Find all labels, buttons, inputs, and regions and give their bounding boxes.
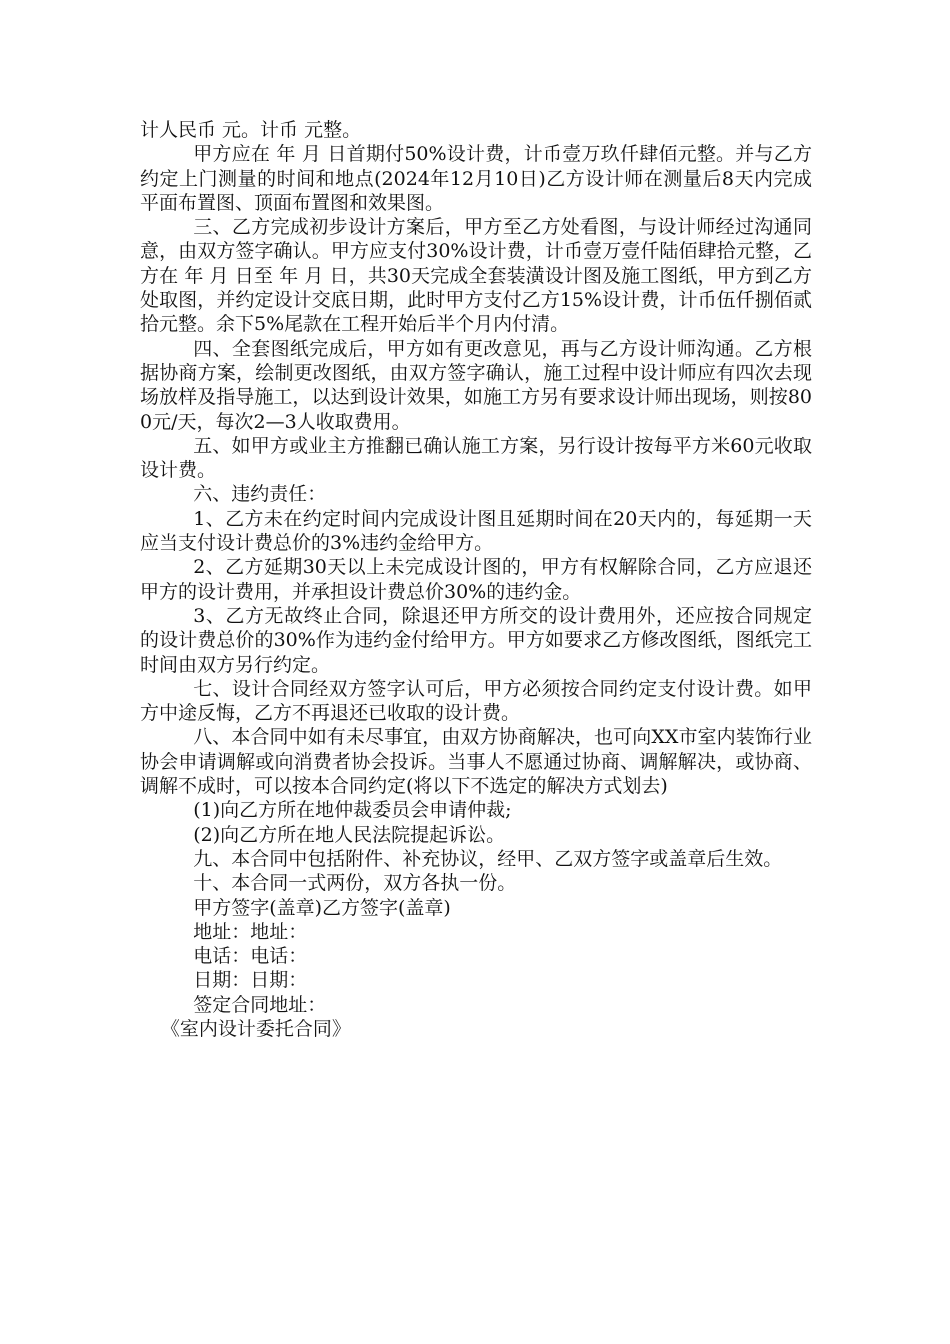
clause-4: 四、全套图纸完成后，甲方如有更改意见，再与乙方设计师沟通。乙方根据协商方案，绘制更改图纸，由双方签字确认，施工过程中设计师应有四次去现场放样及指导施工，以达到设计效果，如施工方另有要求设计师出现场，则按800元/天，每次2—3人收取费用。: [140, 337, 812, 433]
clause-6-heading: 六、违约责任：: [193, 483, 327, 506]
clause-6-item-1: 1、乙方未在约定时间内完成设计图且延期时间在20天内的，每延期一天应当支付设计费总价的3%违约金给甲方。: [140, 507, 812, 555]
clause-8: 八、本合同中如有未尽事宜，由双方协商解决，也可向XX市室内装饰行业协会申请调解或向消费者协会投诉。当事人不愿通过协商、调解解决，或协商、调解不成时，可以按本合同约定(将以下不选定的解决方式划去): [140, 726, 812, 798]
clause-6-item-2: 2、乙方延期30天以上未完成设计图的，甲方有权解除合同，乙方应退还甲方的设计费用，并承担设计费总价30%的违约金。: [140, 556, 812, 603]
signature-line: 甲方签字(盖章)乙方签字(盖章): [193, 896, 451, 919]
signing-location-line: 签定合同地址：: [193, 993, 327, 1016]
contract-body: [140, 118, 812, 1041]
phone-line: 电话：电话：: [193, 945, 308, 968]
clause-5: 五、如甲方或业主方推翻已确认施工方案，另行设计按每平方米60元收取设计费。: [140, 434, 812, 482]
paragraph-first-payment: 甲方应在 年 月 日首期付50%设计费，计币壹万玖仟肆佰元整。并与乙方约定上门测量的时间和地点(2024年12月10日)乙方设计师在测量后8天内完成平面布置图、顶面布置图和效果图。: [140, 143, 812, 214]
clause-9: 九、本合同中包括附件、补充协议，经甲、乙双方签字或盖章后生效。: [193, 847, 783, 870]
date-line: 日期：日期：: [193, 969, 308, 992]
clause-10: 十、本合同一式两份，双方各执一份。: [193, 872, 517, 895]
clause-3: 三、乙方完成初步设计方案后，甲方至乙方处看图，与设计师经过沟通同意，由双方签字确认。甲方应支付30%设计费，计币壹万壹仟陆佰肆拾元整，乙方在 年 月 日至 年 月 日，共30天完成全套装潢设计图及施工图纸，甲方到乙方处取图，并约定设计交底日期，此时甲方支付乙方15%设计费，计币伍仟捌佰贰拾元整。余下5%尾款在工程开始后半个月内付清。: [140, 216, 812, 336]
clause-8-option-1: (1)向乙方所在地仲裁委员会申请仲裁;: [193, 799, 512, 822]
clause-7: 七、设计合同经双方签字认可后，甲方必须按合同约定支付设计费。如甲方中途反悔，乙方不再退还已收取的设计费。: [140, 677, 812, 725]
clause-6-item-3: 3、乙方无故终止合同，除退还甲方所交的设计费用外，还应按合同规定的设计费总价的30%作为违约金付给甲方。甲方如要求乙方修改图纸，图纸完工时间由双方另行约定。: [140, 604, 812, 676]
paragraph-total-amount: 计人民币 元。计币 元整。: [140, 119, 362, 141]
clause-8-option-2: (2)向乙方所在地人民法院提起诉讼。: [193, 823, 506, 846]
contract-title-footer: 《室内设计委托合同》: [160, 1017, 351, 1040]
address-line: 地址：地址：: [193, 920, 308, 943]
